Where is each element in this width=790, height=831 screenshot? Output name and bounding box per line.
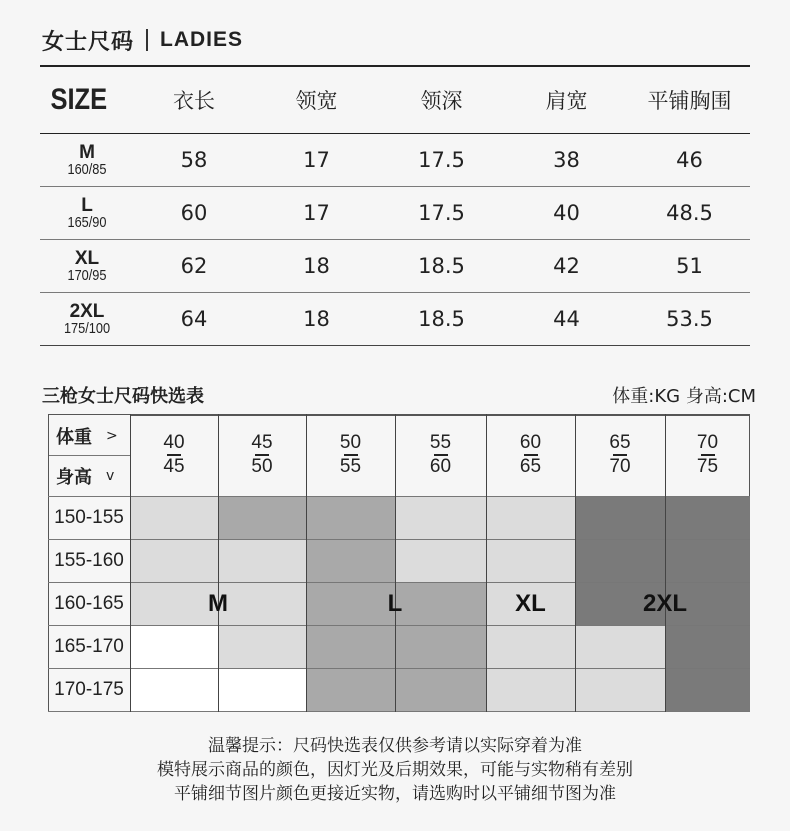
size-cell-mid bbox=[218, 496, 306, 539]
size-cell-dark bbox=[665, 496, 750, 539]
size-cell-light bbox=[130, 539, 218, 582]
size-name: L bbox=[81, 195, 93, 216]
value-collar-depth: 18.5 bbox=[418, 307, 465, 331]
weight-range-header bbox=[486, 414, 575, 496]
height-axis-label bbox=[48, 456, 130, 496]
height-arrow-icon: v bbox=[106, 468, 115, 484]
value-collar-depth: 17.5 bbox=[418, 201, 465, 225]
size-mark-m: M bbox=[208, 590, 228, 617]
size-cell-dark bbox=[665, 668, 750, 711]
size-cell-mid bbox=[395, 625, 486, 668]
table-row bbox=[40, 293, 750, 346]
height-range-label: 160-165 bbox=[54, 592, 124, 614]
grid-row-line bbox=[48, 539, 750, 540]
title-divider bbox=[146, 29, 148, 51]
value-length: 64 bbox=[180, 307, 208, 331]
size-cell-mid bbox=[306, 668, 395, 711]
height-range-label: 155-160 bbox=[54, 549, 124, 571]
size-cell-dark bbox=[575, 539, 665, 582]
value-collar-depth: 18.5 bbox=[418, 254, 465, 278]
size-cell-dark bbox=[665, 539, 750, 582]
value-chest: 53.5 bbox=[666, 307, 713, 331]
grid-row-line bbox=[48, 668, 750, 669]
size-spec: 170/95 bbox=[67, 267, 107, 284]
value-collar-depth: 17.5 bbox=[418, 148, 465, 172]
size-cell-mid bbox=[395, 582, 486, 625]
weight-min: 60 bbox=[519, 432, 542, 454]
weight-max: 75 bbox=[696, 455, 719, 477]
value-collar-width: 17 bbox=[303, 201, 330, 225]
page-title bbox=[42, 24, 243, 56]
table-row bbox=[40, 187, 750, 240]
header-size: SIZE bbox=[50, 83, 108, 116]
weight-label-text: 体重 bbox=[56, 427, 92, 448]
size-cell bbox=[40, 134, 134, 187]
size-spec: 175/100 bbox=[63, 320, 111, 337]
size-mark-2xl: 2XL bbox=[642, 590, 688, 617]
size-cell-light bbox=[130, 582, 218, 625]
grid-col-line bbox=[218, 414, 219, 712]
grid-row-line bbox=[48, 711, 750, 712]
size-table-header bbox=[40, 66, 750, 134]
value-chest: 48.5 bbox=[666, 201, 713, 225]
grid-col-line bbox=[486, 414, 487, 712]
value-length: 60 bbox=[180, 201, 208, 225]
value-length: 58 bbox=[180, 148, 208, 172]
size-cell-white bbox=[130, 625, 218, 668]
size-cell-white bbox=[130, 668, 218, 711]
tip-line: 温馨提示：尺码快选表仅供参考请以实际穿着为准 bbox=[208, 736, 582, 756]
weight-max: 65 bbox=[519, 455, 542, 477]
size-cell-light bbox=[486, 668, 575, 711]
value-chest: 46 bbox=[676, 148, 703, 172]
grid-col-line bbox=[665, 414, 666, 712]
weight-max: 45 bbox=[163, 455, 185, 477]
quick-chart-title: 三枪女士尺码快选表 bbox=[42, 386, 204, 407]
weight-range-header bbox=[306, 414, 395, 496]
size-mark-xl: XL bbox=[515, 590, 546, 617]
size-cell-mid bbox=[306, 539, 395, 582]
size-cell-light bbox=[486, 625, 575, 668]
value-shoulder: 42 bbox=[553, 254, 580, 278]
size-cell-light bbox=[218, 539, 306, 582]
size-cell-light bbox=[486, 539, 575, 582]
size-cell bbox=[40, 187, 134, 240]
size-cell-light bbox=[575, 668, 665, 711]
weight-max: 70 bbox=[609, 455, 631, 477]
size-cell-mid bbox=[306, 582, 395, 625]
header-collar-depth: 领深 bbox=[420, 89, 463, 113]
value-collar-width: 18 bbox=[303, 254, 330, 278]
weight-axis-label bbox=[48, 416, 130, 456]
weight-arrow-icon: > bbox=[106, 428, 118, 444]
value-chest: 51 bbox=[676, 254, 703, 278]
weight-max: 60 bbox=[429, 455, 452, 477]
header-collar-width: 领宽 bbox=[295, 89, 338, 113]
grid-row-line bbox=[48, 625, 750, 626]
size-spec: 165/90 bbox=[67, 214, 107, 231]
size-cell bbox=[40, 240, 134, 293]
size-cell-mid bbox=[395, 668, 486, 711]
header-chest: 平铺胸围 bbox=[647, 89, 732, 113]
grid-row-line bbox=[48, 496, 750, 497]
grid-col-line bbox=[306, 414, 307, 712]
weight-min: 65 bbox=[609, 432, 631, 454]
size-cell-mid bbox=[306, 625, 395, 668]
weight-min: 40 bbox=[163, 432, 185, 454]
size-cell bbox=[40, 293, 134, 346]
size-cell-dark bbox=[665, 625, 750, 668]
height-range-label: 170-175 bbox=[54, 678, 124, 700]
size-name: M bbox=[79, 142, 95, 163]
size-mark-l: L bbox=[387, 590, 403, 617]
size-cell-light bbox=[395, 539, 486, 582]
size-quick-chart bbox=[48, 414, 750, 712]
weight-min: 55 bbox=[429, 432, 452, 454]
size-cell-white bbox=[218, 668, 306, 711]
tip-line: 模特展示商品的颜色，因灯光及后期效果，可能与实物稍有差别 bbox=[157, 760, 633, 780]
size-cell-light bbox=[395, 496, 486, 539]
weight-min: 45 bbox=[251, 432, 273, 454]
value-shoulder: 40 bbox=[553, 201, 580, 225]
weight-range-header bbox=[575, 414, 665, 496]
value-shoulder: 44 bbox=[553, 307, 580, 331]
units-label: 体重:KG 身高:CM bbox=[612, 386, 756, 407]
size-cell-light bbox=[218, 625, 306, 668]
grid-col-line bbox=[130, 414, 131, 712]
grid-col-line bbox=[575, 414, 576, 712]
size-name: 2XL bbox=[69, 301, 105, 322]
size-cell-light bbox=[218, 582, 306, 625]
grid-col-line bbox=[395, 414, 396, 712]
weight-range-header bbox=[218, 414, 306, 496]
tips-section bbox=[0, 734, 790, 806]
value-shoulder: 38 bbox=[553, 148, 580, 172]
header-shoulder: 肩宽 bbox=[545, 89, 588, 113]
weight-max: 55 bbox=[339, 455, 362, 477]
weight-min: 70 bbox=[696, 432, 719, 454]
table-row bbox=[40, 240, 750, 293]
size-table bbox=[40, 65, 750, 346]
size-cell-light bbox=[130, 496, 218, 539]
tip-line: 平铺细节图片颜色更接近实物，请选购时以平铺细节图为准 bbox=[174, 784, 616, 804]
weight-range-header bbox=[395, 414, 486, 496]
weight-range-header bbox=[665, 414, 750, 496]
height-range-label: 150-155 bbox=[54, 506, 124, 528]
weight-min: 50 bbox=[339, 432, 362, 454]
weight-max: 50 bbox=[251, 455, 273, 477]
size-cell-light bbox=[575, 625, 665, 668]
size-name: XL bbox=[74, 248, 100, 269]
weight-range-header bbox=[130, 414, 218, 496]
size-cell-mid bbox=[306, 496, 395, 539]
title-chinese: 女士尺码 bbox=[42, 29, 135, 55]
value-collar-width: 18 bbox=[303, 307, 330, 331]
grid-row-line bbox=[48, 582, 750, 583]
title-english: LADIES bbox=[160, 28, 244, 51]
size-cell-light bbox=[486, 496, 575, 539]
value-collar-width: 17 bbox=[303, 148, 330, 172]
header-length: 衣长 bbox=[173, 89, 215, 113]
value-length: 62 bbox=[180, 254, 208, 278]
height-label-text: 身高 bbox=[56, 467, 92, 488]
table-row bbox=[40, 134, 750, 187]
size-spec: 160/85 bbox=[67, 161, 107, 178]
size-cell-dark bbox=[575, 496, 665, 539]
height-range-label: 165-170 bbox=[54, 635, 124, 657]
